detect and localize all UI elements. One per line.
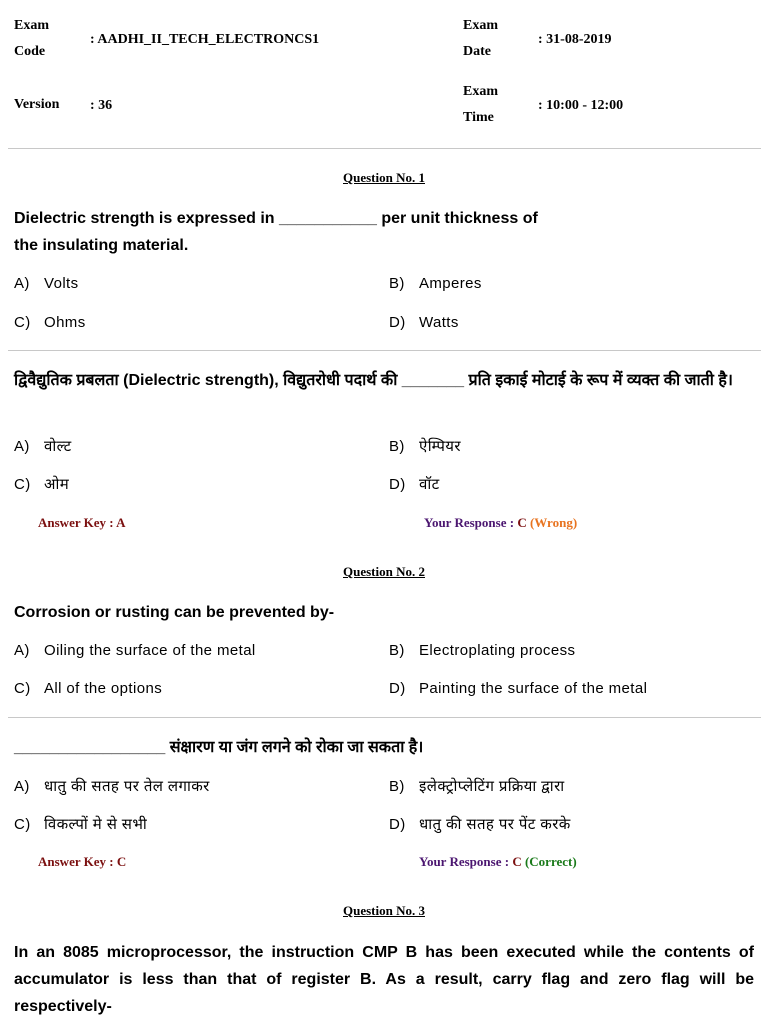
option-label-c: C) xyxy=(14,816,31,833)
option-text: विकल्पों मे से सभी xyxy=(44,816,148,833)
answer-key-value: A xyxy=(116,515,126,530)
question-2-hindi-option-c[interactable] xyxy=(14,814,147,834)
exam-time-value: : 10:00 - 12:00 xyxy=(538,98,624,113)
question-2-hindi-option-d[interactable] xyxy=(389,814,571,834)
option-text: Painting the surface of the metal xyxy=(419,680,648,697)
exam-code-label-line1: Exam xyxy=(14,18,49,33)
exam-code-label-line2: Code xyxy=(14,44,46,59)
question-2-english-option-a[interactable] xyxy=(14,642,256,659)
option-text: ओम xyxy=(44,476,70,493)
option-text: धातु की सतह पर तेल लगाकर xyxy=(44,778,210,795)
exam-date-label-line2: Date xyxy=(463,44,491,59)
option-text: Ohms xyxy=(44,314,86,331)
option-label-d: D) xyxy=(389,816,406,833)
option-text: Electroplating process xyxy=(419,642,576,659)
question-2-answer-key xyxy=(38,854,126,870)
option-label-c: C) xyxy=(14,314,31,331)
response-label: Your Response : xyxy=(424,515,518,530)
question-2-english-option-c[interactable] xyxy=(14,680,162,697)
option-text: Volts xyxy=(44,275,79,292)
exam-date-label-line1: Exam xyxy=(463,18,498,33)
response-label: Your Response : xyxy=(419,854,513,869)
option-label-a: A) xyxy=(14,438,30,455)
option-label-b: B) xyxy=(389,778,405,795)
option-text: ऐम्पियर xyxy=(419,438,461,455)
exam-time-label-line1: Exam xyxy=(463,84,498,99)
option-label-b: B) xyxy=(389,642,405,659)
question-2-number: Question No. 2 xyxy=(343,564,425,579)
answer-key-value: C xyxy=(116,854,127,869)
question-1-number: Question No. 1 xyxy=(343,170,425,185)
exam-time-label xyxy=(463,79,498,131)
option-label-d: D) xyxy=(389,476,406,493)
question-2-hindi-option-a[interactable] xyxy=(14,776,210,796)
option-label-d: D) xyxy=(389,680,406,697)
option-text: वोल्ट xyxy=(44,438,72,455)
option-text: इलेक्ट्रोप्लेटिंग प्रक्रिया द्वारा xyxy=(419,778,565,795)
response-status-badge: (Wrong) xyxy=(529,515,578,530)
question-1-english-option-d[interactable] xyxy=(389,314,459,331)
answer-key-label: Answer Key : xyxy=(38,854,117,869)
exam-date-label xyxy=(463,13,498,65)
answer-key-label: Answer Key : xyxy=(38,515,117,530)
question-2-english-text: Corrosion or rusting can be prevented by- xyxy=(14,604,335,621)
question-2-english-option-d[interactable] xyxy=(389,680,647,697)
option-label-b: B) xyxy=(389,438,405,455)
question-1-your-response xyxy=(424,515,577,531)
option-label-c: C) xyxy=(14,476,31,493)
question-3-number: Question No. 3 xyxy=(343,903,425,918)
question-1-english-option-b[interactable] xyxy=(389,275,482,292)
response-value: C xyxy=(512,854,522,869)
question-3-english-text: In an 8085 microprocessor, the instruction CMP B has been executed while the contents of accumulator is less than that of register B. As a result, carry flag and zero flag will be respectively- xyxy=(14,944,754,1015)
question-1-hindi-option-b[interactable] xyxy=(389,436,461,456)
exam-code-value: : AADHI_II_TECH_ELECTRONCS1 xyxy=(90,32,320,47)
question-1-hindi-option-c[interactable] xyxy=(14,474,69,494)
option-text: वॉट xyxy=(419,476,440,493)
option-text: Oiling the surface of the metal xyxy=(44,642,256,659)
option-label-a: A) xyxy=(14,642,30,659)
question-1-english-text xyxy=(14,205,574,259)
option-label-d: D) xyxy=(389,314,406,331)
response-status-badge: (Correct) xyxy=(524,854,577,869)
option-text: Watts xyxy=(419,314,459,331)
question-1-hindi-option-d[interactable] xyxy=(389,474,440,494)
exam-time-label-line2: Time xyxy=(463,110,494,125)
exam-code-label xyxy=(14,13,49,65)
question-2-your-response xyxy=(419,854,577,870)
version-label: Version xyxy=(14,97,60,112)
option-label-a: A) xyxy=(14,778,30,795)
question-1-english-option-a[interactable] xyxy=(14,275,79,292)
option-text: All of the options xyxy=(44,680,163,697)
question-1-language-divider xyxy=(8,350,761,351)
question-2-language-divider xyxy=(8,717,761,718)
question-1-english-option-c[interactable] xyxy=(14,314,86,331)
question-1-answer-key xyxy=(38,515,126,531)
version-value: : 36 xyxy=(90,98,113,113)
option-text: धातु की सतह पर पेंट करके xyxy=(419,816,571,833)
option-text: Amperes xyxy=(419,275,482,292)
question-2-hindi-text: _________________ संक्षारण या जंग लगने को रोका जा सकता है। xyxy=(14,739,424,756)
option-label-b: B) xyxy=(389,275,405,292)
option-label-c: C) xyxy=(14,680,31,697)
header-divider xyxy=(8,148,761,149)
question-1-hindi-text: द्विवैद्युतिक प्रबलता (Dielectric strength), विद्युतरोधी पदार्थ की _______ प्रति इकाई मोटाई के रूप में व्यक्त की जाती है। xyxy=(14,372,733,389)
option-label-a: A) xyxy=(14,275,30,292)
question-1-english-line1: Dielectric strength is expressed in ___________ per unit thickness of xyxy=(14,210,538,227)
question-2-hindi-option-b[interactable] xyxy=(389,776,565,796)
question-1-hindi-option-a[interactable] xyxy=(14,436,72,456)
response-value: C xyxy=(517,515,527,530)
exam-date-value: : 31-08-2019 xyxy=(538,32,612,47)
question-2-english-option-b[interactable] xyxy=(389,642,575,659)
question-1-english-line2: the insulating material. xyxy=(14,237,189,254)
